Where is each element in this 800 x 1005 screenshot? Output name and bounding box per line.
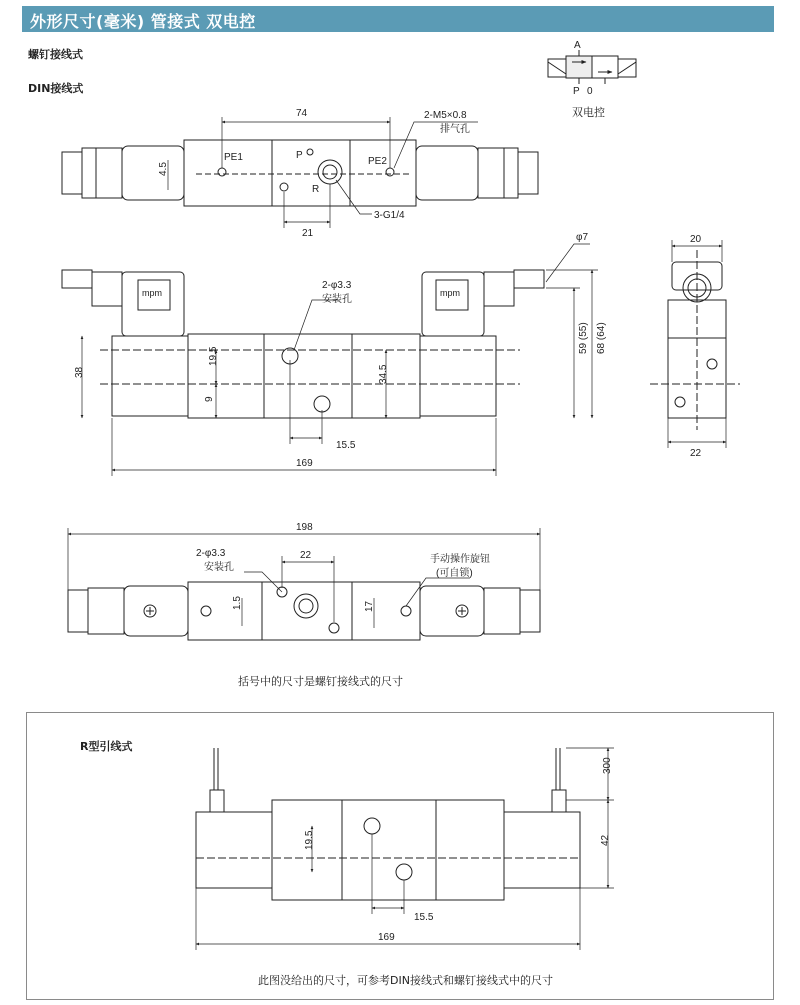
label-pe1: PE1	[224, 152, 243, 163]
bottom-view	[68, 582, 540, 640]
dim-198: 198	[296, 522, 313, 533]
r-type-view	[196, 748, 580, 900]
valve-symbol	[548, 50, 636, 84]
r-type-dims	[196, 748, 614, 950]
mount-label-front: 安装孔	[322, 294, 352, 305]
dim-phi7: φ7	[576, 232, 589, 243]
exhaust-hole: 排气孔	[440, 124, 470, 135]
dim-r-169: 169	[378, 932, 395, 943]
dim-9: 9	[204, 396, 215, 402]
symbol-port-a: A	[574, 40, 581, 51]
dim-side-22: 22	[690, 448, 702, 459]
symbol-port-0: 0	[587, 86, 593, 97]
dim-1-5: 1.5	[232, 596, 243, 610]
dim-74: 74	[296, 108, 308, 119]
dim-17: 17	[364, 600, 375, 612]
coil-text-left: mpm	[142, 288, 162, 298]
dim-15-5: 15.5	[336, 440, 356, 451]
screw-type-label: 螺钉接线式	[28, 48, 83, 61]
dim-300: 300	[602, 757, 613, 774]
side-view	[650, 250, 740, 430]
front-view	[62, 270, 544, 418]
mount-holes-front: 2-φ3.3	[322, 280, 352, 291]
din-type-label: DIN接线式	[28, 82, 84, 95]
mount-label-bottom: 安装孔	[204, 562, 234, 573]
ports-thread: 3-G1/4	[374, 210, 405, 221]
dim-20: 20	[690, 234, 702, 245]
dim-68: 68 (64)	[596, 322, 607, 354]
dim-19-5: 19.5	[208, 346, 219, 366]
symbol-port-p: P	[573, 86, 580, 97]
manual-knob-label: 手动操作旋钮	[430, 554, 490, 565]
self-lock-label: (可自锁)	[436, 568, 473, 579]
dim-42: 42	[600, 834, 611, 846]
dim-4-5: 4.5	[158, 162, 169, 176]
label-port-r: R	[312, 184, 320, 195]
label-port-p: P	[296, 150, 303, 161]
dim-r-15-5: 15.5	[414, 912, 434, 923]
label-pe2: PE2	[368, 156, 387, 167]
exhaust-thread: 2-M5×0.8	[424, 110, 467, 121]
section-title: 外形尺寸(毫米) 管接式 双电控	[30, 12, 256, 31]
dim-r-19-5: 19.5	[304, 830, 315, 850]
paren-note: 括号中的尺寸是螺钉接线式的尺寸	[238, 675, 403, 688]
symbol-caption: 双电控	[572, 106, 605, 119]
dim-21: 21	[302, 228, 314, 239]
dim-38: 38	[74, 366, 85, 378]
dim-bottom-22: 22	[300, 550, 312, 561]
coil-text-right: mpm	[440, 288, 460, 298]
mount-holes-bottom: 2-φ3.3	[196, 548, 226, 559]
dim-34-5: 34.5	[378, 364, 389, 384]
dim-169: 169	[296, 458, 313, 469]
bottom-note: 此图没给出的尺寸，可参考DIN接线式和螺钉接线式中的尺寸	[258, 974, 553, 987]
r-type-label: R型引线式	[80, 740, 133, 753]
dim-59: 59 (55)	[578, 322, 589, 354]
